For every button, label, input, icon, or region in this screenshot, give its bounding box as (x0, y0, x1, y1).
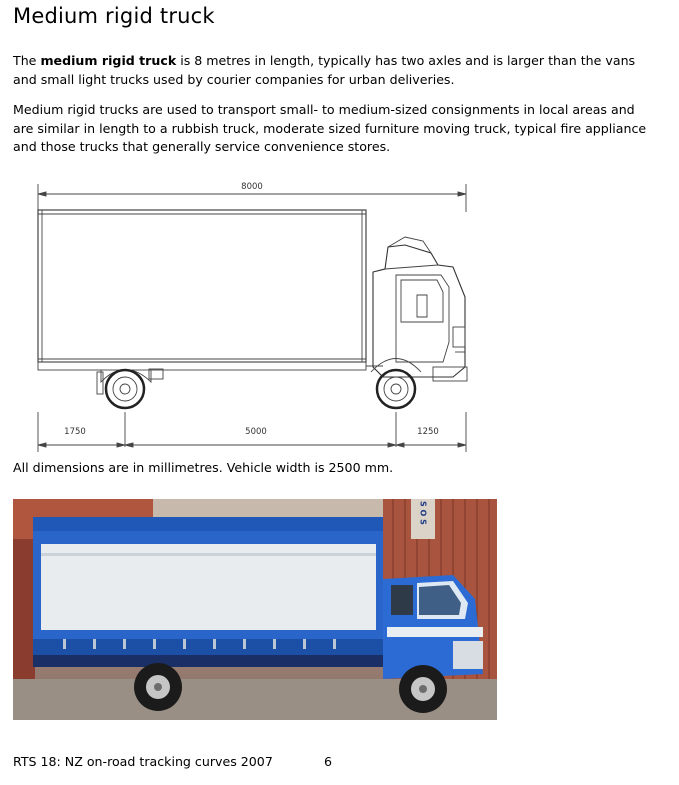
dim-wheelbase: 5000 (245, 427, 267, 437)
usage-paragraph: Medium rigid trucks are used to transport small- to medium-sized consignments in local areas and are similar in length to a rubbish truck, moderate sized furniture moving truck, typical fire appliance and those trucks that generally service convenience stores. (13, 102, 647, 155)
page-number: 6 (324, 754, 333, 769)
truck-dimension-drawing (13, 177, 483, 452)
dim-rear-overhang: 1250 (417, 427, 439, 437)
intro-paragraph: The medium rigid truck is 8 metres in length, typically has two axles and is larger than the vans and small light trucks used by courier companies for urban deliveries. (13, 53, 636, 87)
dim-front-overhang: 1750 (64, 427, 86, 437)
page-title: Medium rigid truck (13, 4, 215, 28)
footer-text: RTS 18: NZ on-road tracking curves 2007 (13, 754, 273, 769)
truck-photo (13, 499, 497, 720)
bold-term: medium rigid truck (40, 53, 177, 68)
dim-overall-length: 8000 (241, 182, 263, 192)
dimensions-caption: All dimensions are in millimetres. Vehicle width is 2500 mm. (13, 460, 394, 475)
container-letters: S O S (418, 501, 428, 525)
